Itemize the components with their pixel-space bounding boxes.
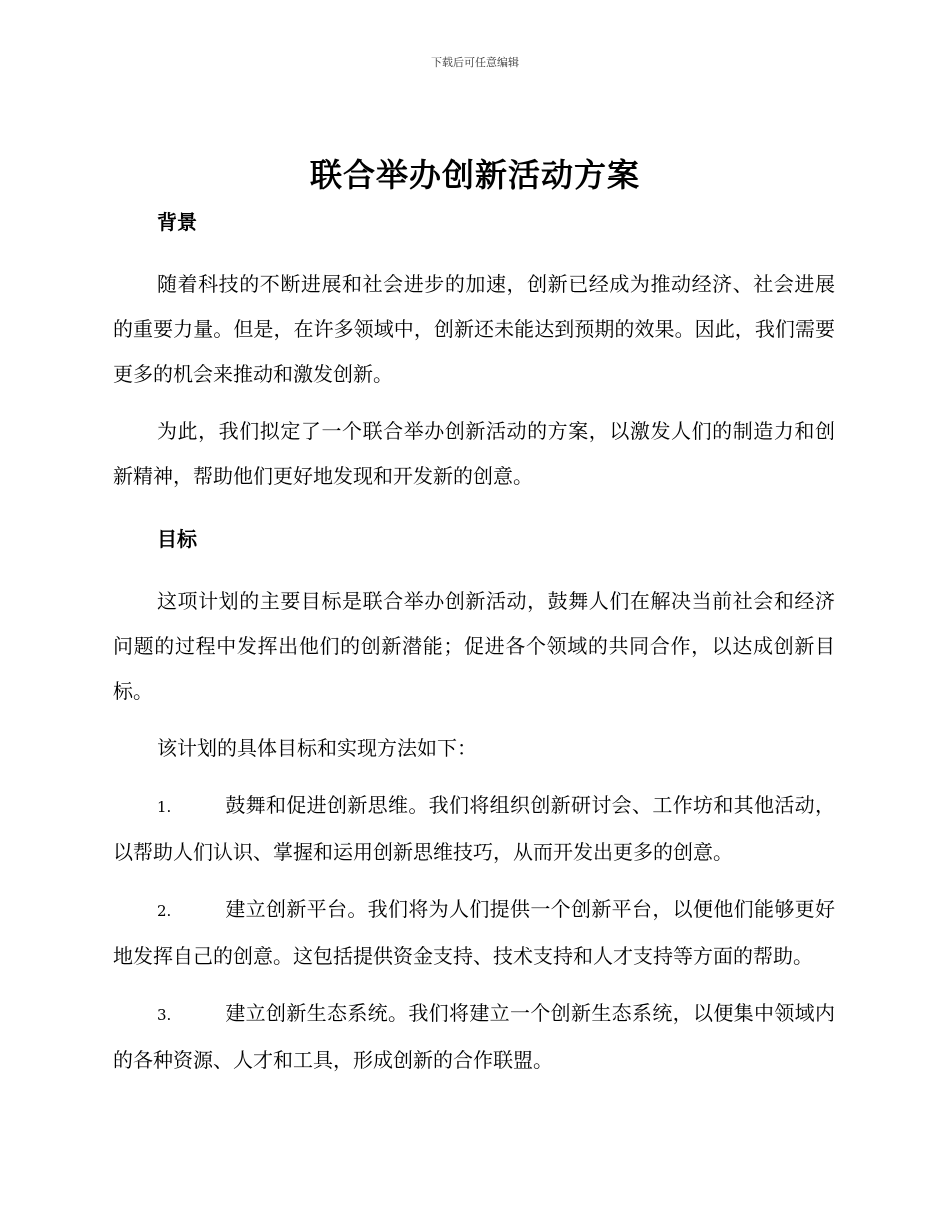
paragraph: 该计划的具体目标和实现方法如下： xyxy=(157,736,477,760)
section-heading-goals: 目标 xyxy=(157,527,197,551)
paragraph: 这项计划的主要目标是联合举办创新活动，鼓舞人们在解决当前社会和经济问题的过程中发挥出他们的创新潜能；促进各个领域的共同合作，以达成创新目标。 xyxy=(113,589,835,703)
list-item-text: 鼓舞和促进创新思维。我们将组织创新研讨会、工作坊和其他活动，以帮助人们认识、掌握和运用创新思维技巧，从而开发出更多的创意。 xyxy=(113,793,835,864)
list-number: 1. xyxy=(157,798,172,816)
section-heading-background: 背景 xyxy=(157,210,197,234)
list-item xyxy=(113,887,835,979)
document-body xyxy=(113,206,835,1083)
list-item xyxy=(113,783,835,875)
list-item-text: 建立创新平台。我们将为人们提供一个创新平台，以便他们能够更好地发挥自己的创意。这包括提供资金支持、技术支持和人才支持等方面的帮助。 xyxy=(113,897,835,968)
list-item xyxy=(113,991,835,1083)
paragraph: 为此，我们拟定了一个联合举办创新活动的方案，以激发人们的制造力和创新精神，帮助他们更好地发现和开发新的创意。 xyxy=(113,419,835,488)
paragraph: 随着科技的不断进展和社会进步的加速，创新已经成为推动经济、社会进展的重要力量。但是，在许多领域中，创新还未能达到预期的效果。因此，我们需要更多的机会来推动和激发创新。 xyxy=(113,272,835,386)
header-note: 下载后可任意编辑 xyxy=(431,56,519,69)
list-item-text: 建立创新生态系统。我们将建立一个创新生态系统，以便集中领域内的各种资源、人才和工具，形成创新的合作联盟。 xyxy=(113,1001,835,1072)
list-number: 3. xyxy=(157,1006,172,1024)
list-number: 2. xyxy=(157,902,172,920)
document-title: 联合举办创新活动方案 xyxy=(309,156,640,194)
